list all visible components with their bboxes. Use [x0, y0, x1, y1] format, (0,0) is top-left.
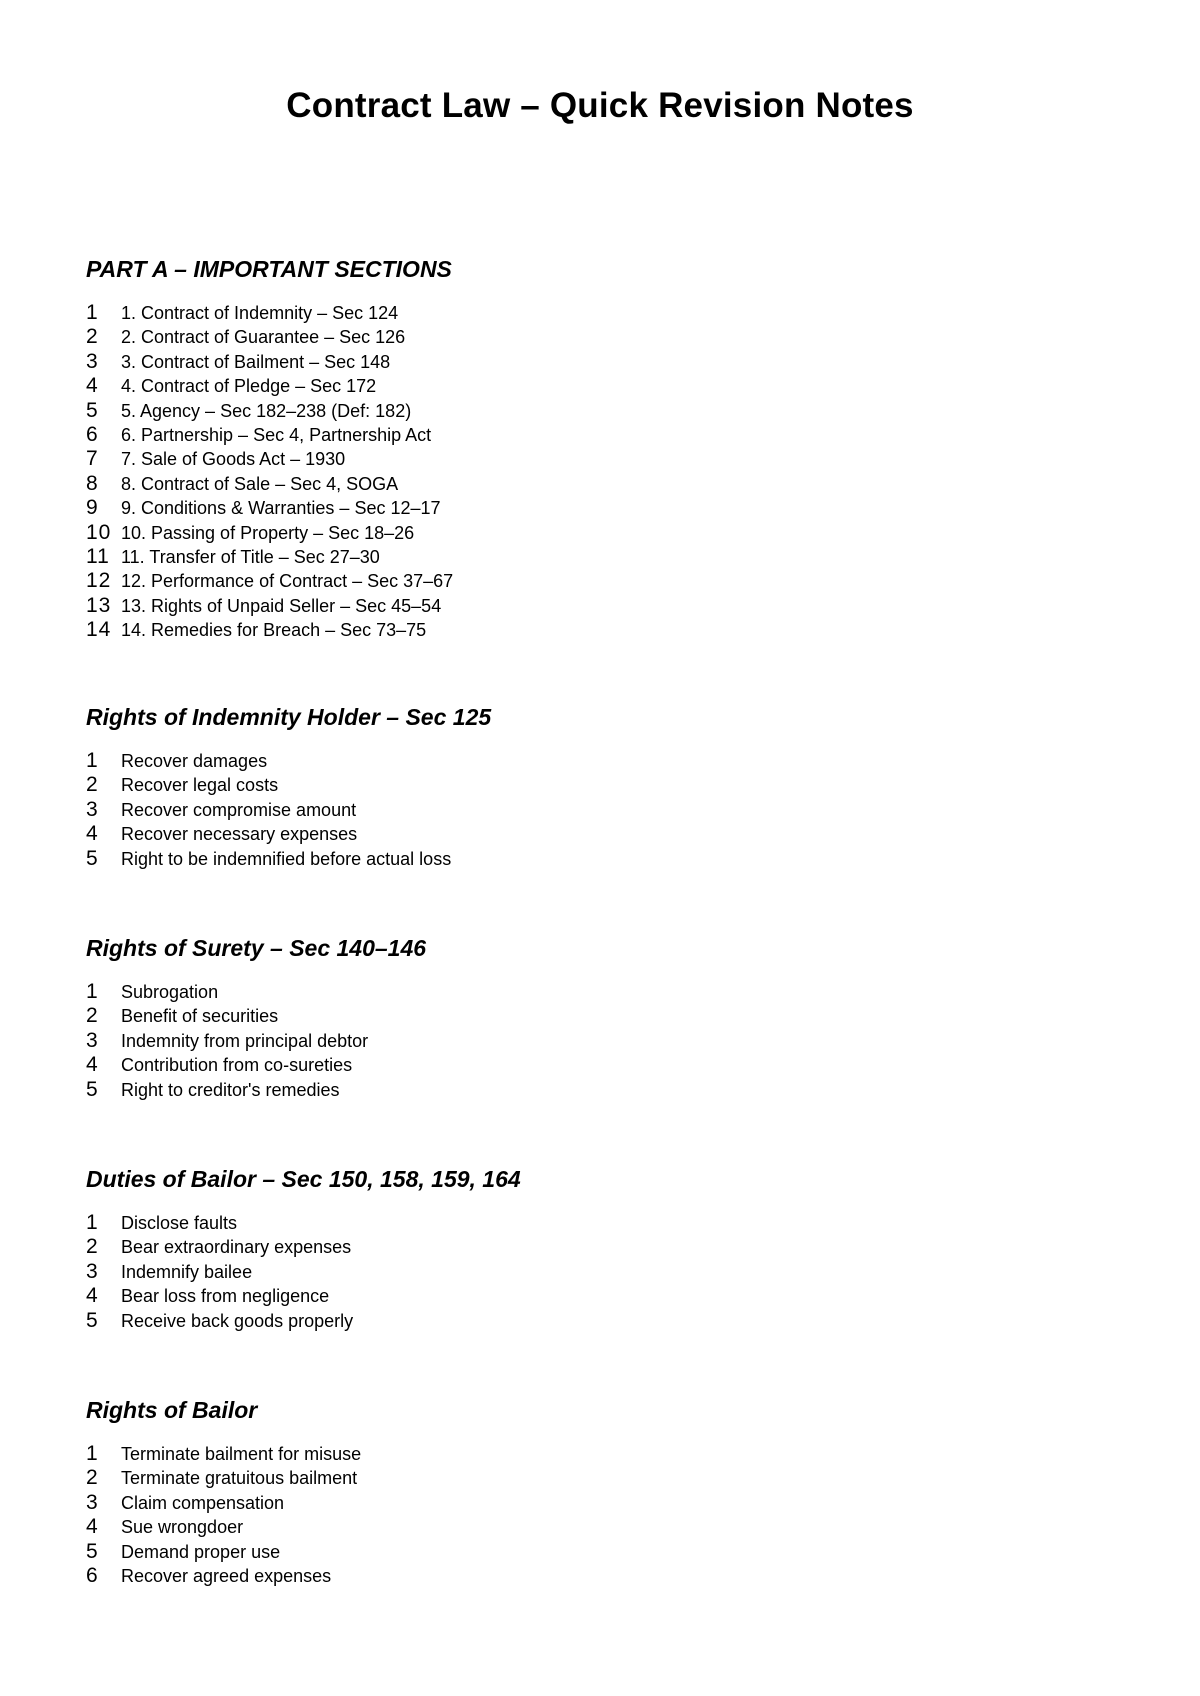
list-item-number: 8 [86, 471, 99, 495]
list-item [86, 472, 1086, 496]
list-item-number: 3 [86, 1028, 99, 1052]
list-item-number: 1 [86, 980, 99, 1003]
list-item-text: 9. Conditions & Warranties – Sec 12–17 [121, 498, 441, 519]
list-item-number: 3 [86, 1490, 99, 1514]
list-item [86, 798, 1086, 822]
list-item-text: Recover compromise amount [121, 799, 357, 820]
list-item [86, 1540, 1086, 1564]
list-item [86, 569, 1086, 593]
list-item-text: 11. Transfer of Title – Sec 27–30 [121, 546, 380, 567]
list-item-number: 2 [86, 325, 99, 349]
list-item [86, 447, 1086, 471]
list-item-text: Recover agreed expenses [121, 1565, 332, 1586]
list-item-number: 6 [86, 1563, 99, 1587]
section-1 [86, 702, 1086, 871]
list-item-text: Recover legal costs [121, 775, 279, 796]
list-item [86, 1260, 1086, 1284]
list-item-text: Indemnify bailee [121, 1261, 253, 1282]
list-item-number: 3 [86, 797, 99, 821]
list-item-text: Benefit of securities [121, 1006, 279, 1027]
list-item [86, 1309, 1086, 1333]
list-item-number: 14 [86, 618, 112, 642]
list-item-text: 3. Contract of Bailment – Sec 148 [121, 351, 391, 372]
list-item [86, 325, 1086, 349]
section-0 [86, 254, 1086, 642]
list-item-text: Receive back goods properly [121, 1310, 354, 1331]
list-item-text: Recover damages [121, 751, 268, 771]
list-item-text: 10. Passing of Property – Sec 18–26 [121, 522, 415, 543]
list-item [86, 618, 1086, 642]
list-item [86, 545, 1086, 569]
list-item-number: 1 [86, 301, 99, 324]
list-item-number: 4 [86, 1053, 99, 1077]
list-item [86, 1235, 1086, 1259]
section-heading: Rights of Surety – Sec 140–146 [86, 935, 427, 961]
numbered-list [86, 1211, 1086, 1333]
list-item-text: Demand proper use [121, 1541, 281, 1562]
section-3 [86, 1164, 1086, 1333]
list-item-number: 5 [86, 1077, 99, 1101]
list-item-number: 5 [86, 398, 99, 422]
list-item-text: 1. Contract of Indemnity – Sec 124 [121, 303, 399, 323]
numbered-list [86, 749, 1086, 871]
list-item-number: 5 [86, 846, 99, 870]
list-item-number: 2 [86, 773, 99, 797]
list-item [86, 1284, 1086, 1308]
list-item [86, 594, 1086, 618]
numbered-list [86, 980, 1086, 1102]
list-item-number: 4 [86, 822, 99, 846]
list-item-number: 4 [86, 374, 99, 398]
list-item-number: 2 [86, 1004, 99, 1028]
list-item-text: Terminate bailment for misuse [121, 1444, 362, 1464]
list-item-number: 2 [86, 1466, 99, 1490]
list-item-text: 12. Performance of Contract – Sec 37–67 [121, 571, 454, 592]
list-item [86, 1491, 1086, 1515]
list-item-number: 4 [86, 1284, 99, 1308]
section-4 [86, 1395, 1086, 1588]
list-item [86, 1078, 1086, 1102]
list-item-number: 7 [86, 447, 99, 471]
list-item-text: Disclose faults [121, 1213, 238, 1233]
list-item-number: 5 [86, 1539, 99, 1563]
list-item-text: Right to be indemnified before actual loss [121, 848, 452, 869]
list-item-text: 2. Contract of Guarantee – Sec 126 [121, 327, 406, 348]
list-item-number: 5 [86, 1308, 99, 1332]
list-item-text: Claim compensation [121, 1492, 285, 1513]
list-item-number: 10 [86, 520, 112, 544]
list-item [86, 1442, 1086, 1466]
list-item-number: 11 [86, 544, 110, 568]
list-item-number: 1 [86, 1211, 99, 1234]
section-heading: Rights of Indemnity Holder – Sec 125 [86, 704, 492, 730]
list-item [86, 521, 1086, 545]
list-item [86, 847, 1086, 871]
list-item [86, 1029, 1086, 1053]
list-item-text: 8. Contract of Sale – Sec 4, SOGA [121, 473, 399, 494]
section-heading: PART A – IMPORTANT SECTIONS [86, 256, 452, 282]
list-item-text: Bear loss from negligence [121, 1286, 330, 1307]
list-item [86, 350, 1086, 374]
list-item-text: 13. Rights of Unpaid Seller – Sec 45–54 [121, 595, 442, 616]
list-item-number: 13 [86, 593, 112, 617]
list-item [86, 374, 1086, 398]
list-item-text: Indemnity from principal debtor [121, 1030, 369, 1051]
list-item [86, 301, 1086, 325]
list-item-number: 1 [86, 1442, 99, 1465]
numbered-list [86, 1442, 1086, 1588]
list-item-text: 5. Agency – Sec 182–238 (Def: 182) [121, 400, 412, 421]
list-item-number: 2 [86, 1235, 99, 1259]
list-item-number: 6 [86, 422, 99, 446]
list-item-text: Recover necessary expenses [121, 824, 358, 845]
section-heading: Duties of Bailor – Sec 150, 158, 159, 164 [86, 1166, 521, 1192]
list-item-text: Contribution from co-sureties [121, 1055, 353, 1076]
list-item-text: Subrogation [121, 982, 219, 1002]
list-item [86, 423, 1086, 447]
numbered-list [86, 301, 1086, 642]
list-item-number: 1 [86, 749, 99, 772]
section-2 [86, 933, 1086, 1102]
list-item [86, 822, 1086, 846]
list-item [86, 1515, 1086, 1539]
list-item-text: Bear extraordinary expenses [121, 1237, 352, 1258]
list-item-number: 3 [86, 349, 99, 373]
list-item [86, 1004, 1086, 1028]
list-item [86, 399, 1086, 423]
list-item [86, 980, 1086, 1004]
list-item [86, 1466, 1086, 1490]
list-item [86, 749, 1086, 773]
list-item-text: Terminate gratuitous bailment [121, 1468, 358, 1489]
list-item [86, 773, 1086, 797]
list-item-text: Right to creditor's remedies [121, 1079, 340, 1100]
list-item [86, 1211, 1086, 1235]
list-item-number: 12 [86, 569, 112, 593]
list-item-number: 3 [86, 1259, 99, 1283]
list-item [86, 1564, 1086, 1588]
list-item-text: Sue wrongdoer [121, 1517, 244, 1538]
list-item [86, 1053, 1086, 1077]
list-item-number: 9 [86, 496, 99, 520]
list-item [86, 496, 1086, 520]
list-item-text: 7. Sale of Goods Act – 1930 [121, 449, 346, 470]
list-item-text: 4. Contract of Pledge – Sec 172 [121, 376, 377, 397]
list-item-text: 14. Remedies for Breach – Sec 73–75 [121, 620, 427, 641]
list-item-number: 4 [86, 1515, 99, 1539]
section-heading: Rights of Bailor [86, 1397, 258, 1423]
document-title: Contract Law – Quick Revision Notes [286, 86, 914, 125]
list-item-text: 6. Partnership – Sec 4, Partnership Act [121, 424, 432, 445]
